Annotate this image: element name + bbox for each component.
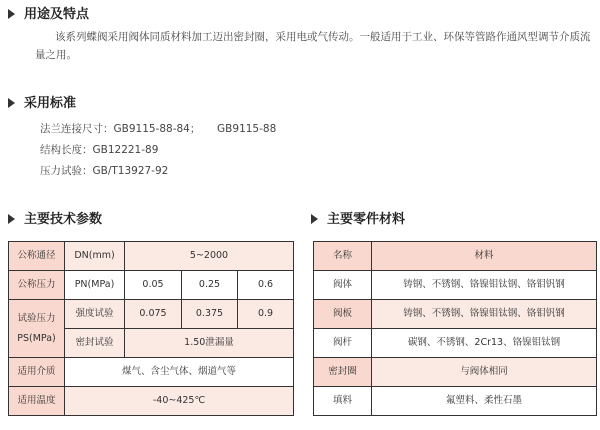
temperature-value: -40~425℃ [65, 387, 294, 416]
medium-label: 适用介质 [9, 358, 65, 387]
part-material: 与阀体相同 [372, 358, 597, 387]
test-pressure-label-line1: 试验压力 [17, 312, 56, 324]
nominal-pressure-label: 公称压力 [9, 271, 65, 300]
strength-value: 0.075 [125, 300, 182, 329]
triangle-bullet-icon [8, 9, 15, 19]
test-pressure-label-line2: PS(MPa) [17, 332, 56, 344]
pn-value: 0.05 [125, 271, 182, 300]
part-name: 阀板 [314, 300, 372, 329]
materials-title: 主要零件材料 [327, 212, 406, 227]
part-name: 阀杆 [314, 329, 372, 358]
seal-value: 1.50泄漏量 [125, 329, 294, 358]
materials-table [313, 241, 597, 416]
temperature-label: 适用温度 [9, 387, 65, 416]
dn-unit: DN(mm) [65, 242, 125, 271]
medium-value: 煤气、含尘气体、烟道气等 [65, 358, 294, 387]
part-material: 氟塑料、柔性石墨 [372, 387, 597, 416]
pn-value: 0.6 [238, 271, 294, 300]
params-title: 主要技术参数 [24, 212, 103, 227]
triangle-bullet-icon [8, 214, 15, 224]
materials-heading [311, 212, 405, 228]
standard-length: 结构长度：GB12221-89 [40, 144, 159, 156]
params-heading [8, 212, 102, 228]
pn-value: 0.25 [182, 271, 238, 300]
nominal-diameter-label: 公称通径 [9, 242, 65, 271]
standard-flange: 法兰连接尺寸：GB9115-88-84； GB9115-88 [40, 123, 277, 135]
materials-header-name: 名称 [314, 242, 372, 271]
usage-text: 该系列蝶阀采用阀体同质材料加工迈出密封圈，采用电或气传动。一般适用于工业、环保等管路作通风型调节介质流量之用。 [35, 31, 591, 61]
part-material: 铸钢、不锈钢、铬镍钼钛钢、铬钼钒钢 [372, 271, 597, 300]
seal-test-label: 密封试验 [65, 329, 125, 358]
triangle-bullet-icon [8, 98, 15, 108]
part-name: 填料 [314, 387, 372, 416]
part-material: 碳钢、不锈钢、2Cr13、铬镍钼钛钢 [372, 329, 597, 358]
usage-title: 用途及特点 [24, 7, 90, 22]
test-pressure-label [9, 300, 65, 358]
strength-value: 0.375 [182, 300, 238, 329]
part-material: 铸钢、不锈钢、铬镍钼钛钢、铬钼钒钢 [372, 300, 597, 329]
standard-pressure: 压力试验：GB/T13927-92 [40, 165, 169, 177]
strength-test-label: 强度试验 [65, 300, 125, 329]
standards-title: 采用标准 [24, 96, 77, 111]
standards-heading [8, 96, 76, 112]
materials-header-material: 材料 [372, 242, 597, 271]
strength-value: 0.9 [238, 300, 294, 329]
pn-unit: PN(MPa) [65, 271, 125, 300]
dn-value: 5~2000 [125, 242, 294, 271]
part-name: 密封圈 [314, 358, 372, 387]
triangle-bullet-icon [311, 214, 318, 224]
params-table [8, 241, 294, 416]
part-name: 阀体 [314, 271, 372, 300]
usage-heading [8, 7, 89, 23]
